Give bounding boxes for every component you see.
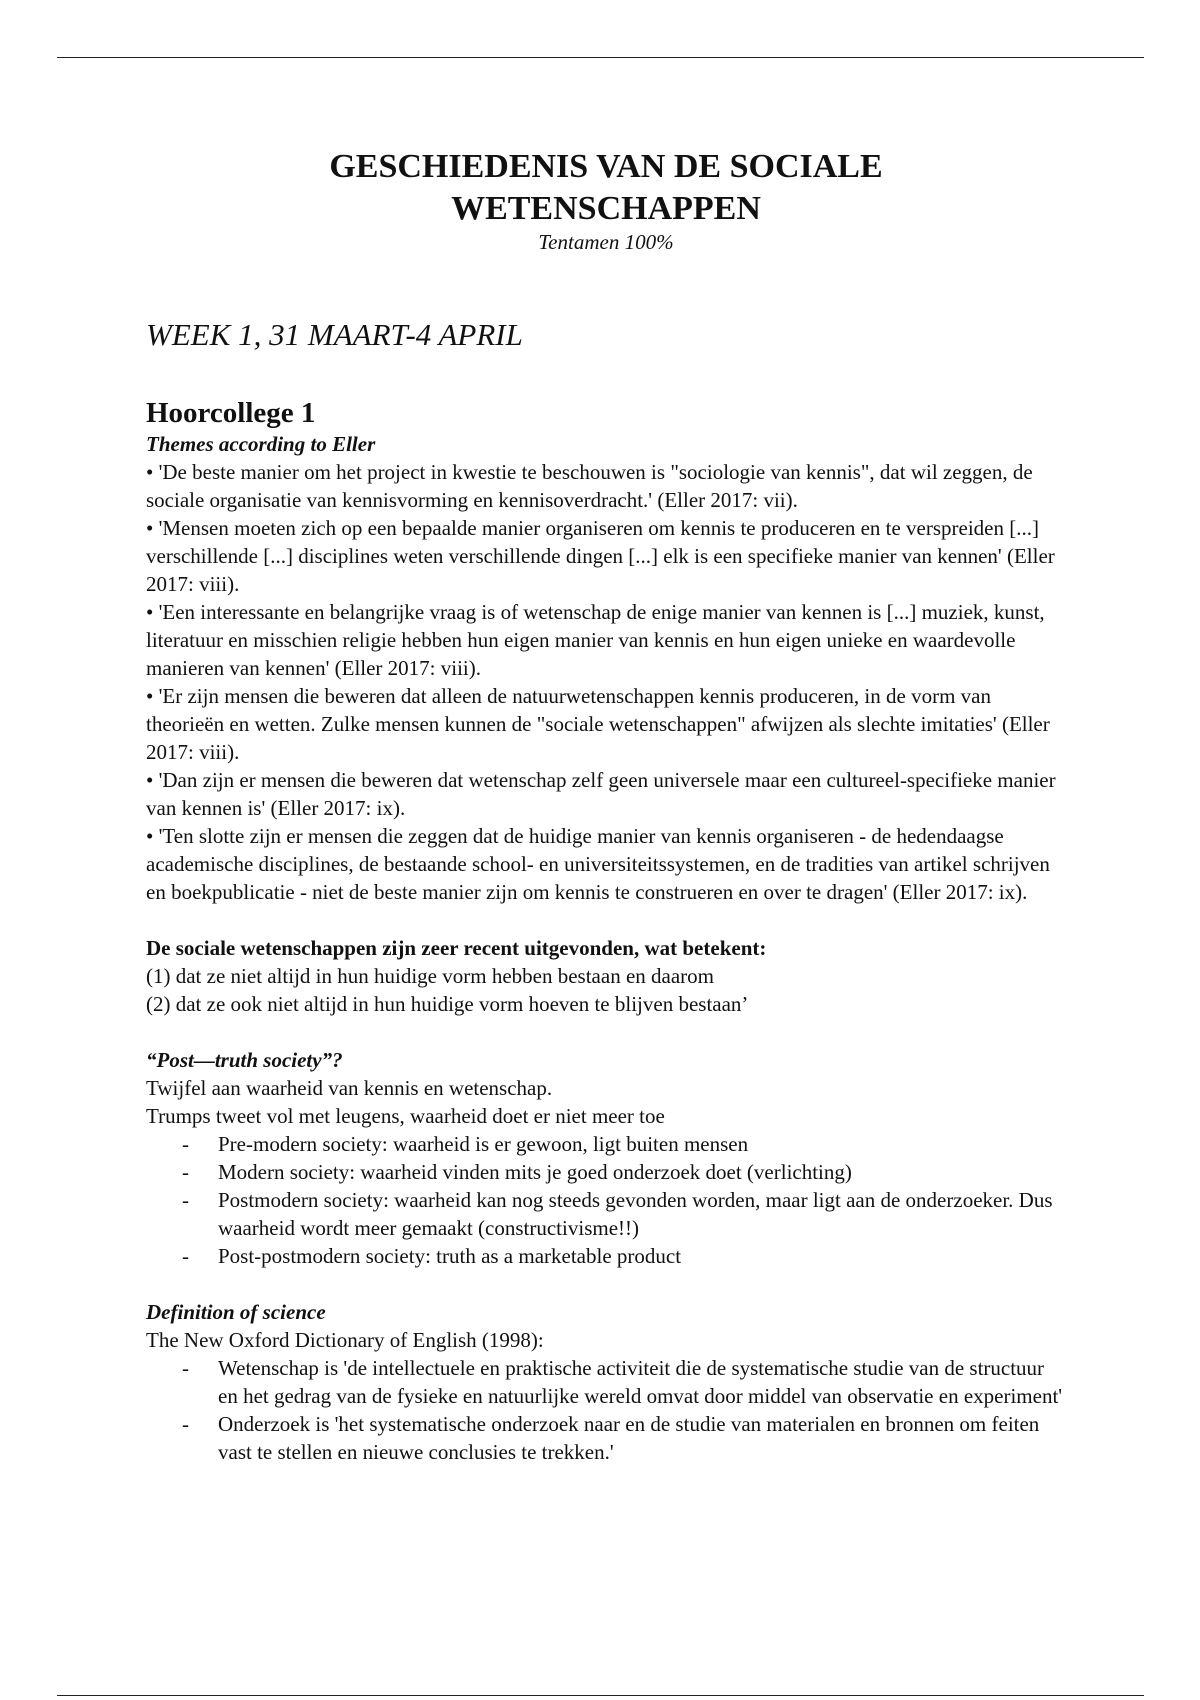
dash-marker: - <box>182 1244 189 1268</box>
week-heading: WEEK 1, 31 MAART-4 APRIL <box>146 317 523 352</box>
document-title <box>146 146 1066 230</box>
title-line-1: GESCHIEDENIS VAN DE SOCIALE <box>329 148 883 185</box>
theme-bullet: • 'Mensen moeten zich op een bepaalde manier organiseren om kennis te produceren en te verspreiden [...] verschillende [...] disciplines weten verschillende dingen [...] elk is een specifieke manier van kennen' (Eller 2017: viii). <box>146 516 1055 596</box>
lecture-heading: Hoorcollege 1 <box>146 397 316 429</box>
post-truth-line-1: Twijfel aan waarheid van kennis en wetenschap. <box>146 1076 553 1100</box>
theme-bullet: • 'Dan zijn er mensen die beweren dat wetenschap zelf geen universele maar een cultureel-specifieke manier van kennen is' (Eller 2017: ix). <box>146 768 1056 820</box>
document-subtitle: Tentamen 100% <box>538 230 674 254</box>
society-list <box>146 1130 1066 1270</box>
themes-heading: Themes according to Eller <box>146 432 376 456</box>
dash-marker: - <box>182 1412 189 1436</box>
list-item: - Post-postmodern society: truth as a marketable product <box>182 1244 682 1268</box>
list-item: - Pre-modern society: waarheid is er gewoon, ligt buiten mensen <box>182 1132 749 1156</box>
dash-marker: - <box>182 1132 189 1156</box>
list-item: - Wetenschap is 'de intellectuele en praktische activiteit die de systematische studie van de structuur en het gedrag van de fysieke en natuurlijke wereld omvat door middel van observatie en experiment' <box>182 1356 1063 1408</box>
post-truth-heading: “Post—truth society”? <box>146 1048 343 1072</box>
theme-bullet: • 'Ten slotte zijn er mensen die zeggen dat de huidige manier van kennis organiseren - de hedendaagse academische disciplines, de bestaande school- en universiteitssystemen, en de tradities van artikel schrijven en boekpublicatie - niet de beste manier zijn om kennis te construeren en over te dragen' (Eller 2017: ix). <box>146 824 1050 904</box>
dash-marker: - <box>182 1160 189 1184</box>
post-truth-line-2: Trumps tweet vol met leugens, waarheid doet er niet meer toe <box>146 1104 665 1128</box>
theme-bullet: • 'Er zijn mensen die beweren dat alleen de natuurwetenschappen kennis produceren, in de vorm van theorieën en wetten. Zulke mensen kunnen de "sociale wetenschappen" afwijzen als slechte imitaties' (Eller 2017: viii). <box>146 684 1050 764</box>
dash-marker: - <box>182 1356 189 1380</box>
theme-bullet: • 'De beste manier om het project in kwestie te beschouwen is "sociologie van kennis", dat wil zeggen, de sociale organisatie van kennisvorming en kennisoverdracht.' (Eller 2017: vii). <box>146 460 1033 512</box>
theme-bullet: • 'Een interessante en belangrijke vraag is of wetenschap de enige manier van kennen is [...] muziek, kunst, literatuur en misschien religie hebben hun eigen manier van kennis en hun eigen unieke en waardevolle manieren van kennen' (Eller 2017: viii). <box>146 600 1045 680</box>
definition-source: The New Oxford Dictionary of English (1998): <box>146 1328 544 1352</box>
list-item: - Postmodern society: waarheid kan nog steeds gevonden worden, maar ligt aan de onderzoeker. Dus waarheid wordt meer gemaakt (constructivisme!!) <box>182 1188 1053 1240</box>
recent-heading: De sociale wetenschappen zijn zeer recent uitgevonden, wat betekent: <box>146 936 767 960</box>
title-line-2: WETENSCHAPPEN <box>451 190 761 227</box>
document-body <box>146 146 1066 1466</box>
list-item: - Modern society: waarheid vinden mits je goed onderzoek doet (verlichting) <box>182 1160 852 1184</box>
recent-line-2: (2) dat ze ook niet altijd in hun huidige vorm hoeven te blijven bestaan’ <box>146 992 749 1016</box>
themes-list <box>146 458 1066 906</box>
header-rule <box>57 57 1144 58</box>
list-item: - Onderzoek is 'het systematische onderzoek naar en de studie van materialen en bronnen om feiten vast te stellen en nieuwe conclusies te trekken.' <box>182 1412 1040 1464</box>
dash-marker: - <box>182 1188 189 1212</box>
footer-rule <box>57 1695 1144 1696</box>
definition-list <box>146 1354 1066 1466</box>
definition-heading: Definition of science <box>146 1300 326 1324</box>
recent-line-1: (1) dat ze niet altijd in hun huidige vorm hebben bestaan en daarom <box>146 964 714 988</box>
